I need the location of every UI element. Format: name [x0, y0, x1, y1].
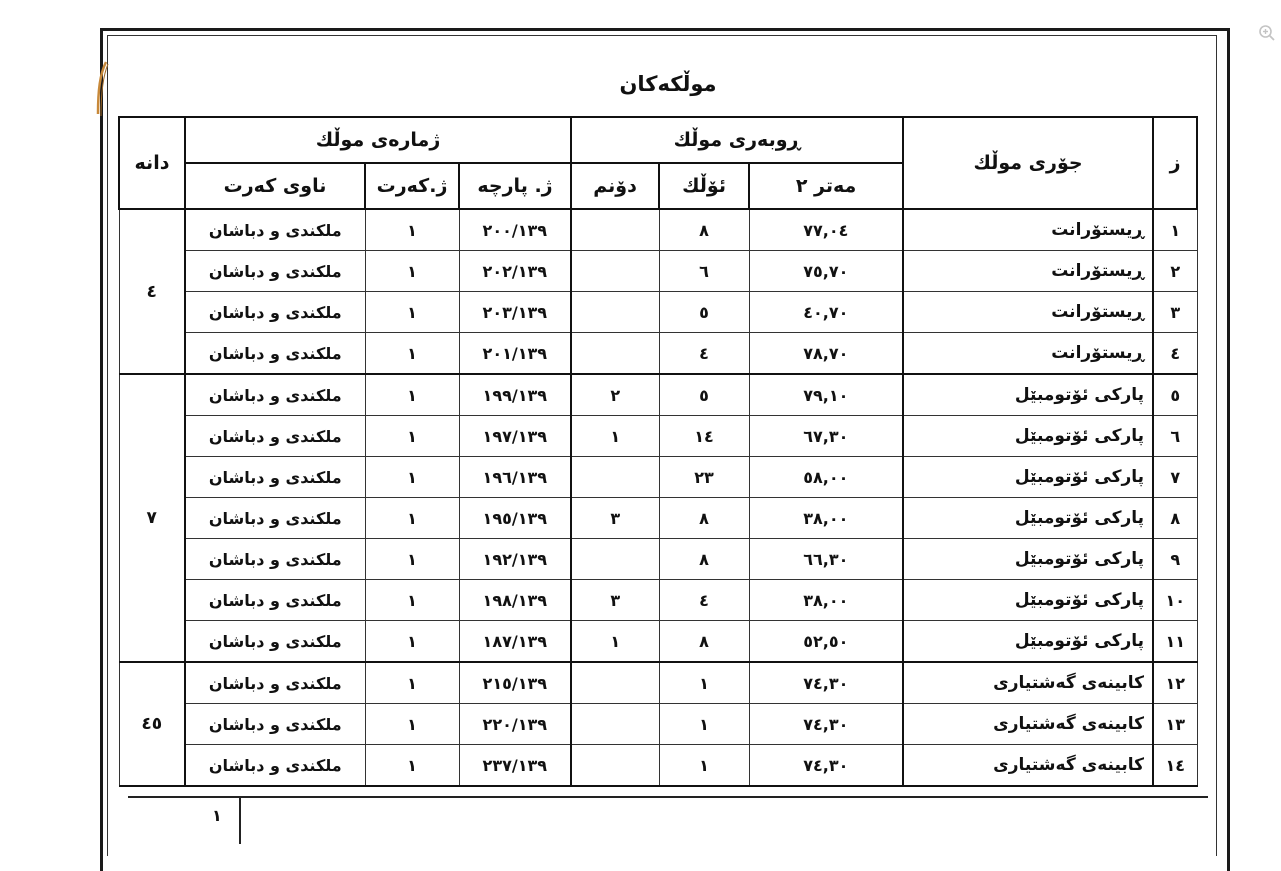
property-type-cell: پارکی ئۆتومبێل — [903, 416, 1153, 457]
table-body — [119, 209, 1197, 786]
parcel-number-cell: ٢٠٠/١٣٩ — [459, 209, 571, 251]
footer-divider — [239, 796, 241, 844]
card-name-cell: ملکندی و دباشان — [185, 251, 365, 292]
zoom-in-icon[interactable] — [1258, 24, 1276, 42]
area-olk-cell: ٨ — [659, 209, 749, 251]
header-count: دانە — [119, 117, 185, 209]
card-number-cell: ١ — [365, 539, 459, 580]
area-olk-cell: ١ — [659, 662, 749, 704]
card-name-cell: ملکندی و دباشان — [185, 704, 365, 745]
parcel-number-cell: ٢٠٣/١٣٩ — [459, 292, 571, 333]
area-dunam-cell: ٣ — [571, 580, 659, 621]
header-property-number-group: ژمارەی موڵك — [185, 117, 571, 163]
table-row — [119, 416, 1197, 457]
area-dunam-cell — [571, 333, 659, 375]
table-row — [119, 580, 1197, 621]
properties-table — [118, 116, 1198, 787]
card-name-cell: ملکندی و دباشان — [185, 333, 365, 375]
page-number: ١ — [212, 806, 222, 825]
table-row — [119, 539, 1197, 580]
parcel-number-cell: ١٩٧/١٣٩ — [459, 416, 571, 457]
table-row — [119, 457, 1197, 498]
area-olk-cell: ٥ — [659, 374, 749, 416]
property-type-cell: پارکی ئۆتومبێل — [903, 457, 1153, 498]
parcel-number-cell: ٢١٥/١٣٩ — [459, 662, 571, 704]
area-dunam-cell — [571, 209, 659, 251]
area-dunam-cell — [571, 251, 659, 292]
parcel-number-cell: ١٩٩/١٣٩ — [459, 374, 571, 416]
table-row — [119, 333, 1197, 375]
card-number-cell: ١ — [365, 621, 459, 663]
area-sqm-cell: ٧٤,٣٠ — [749, 662, 903, 704]
card-number-cell: ١ — [365, 745, 459, 787]
area-olk-cell: ٨ — [659, 539, 749, 580]
header-dunam: دۆنم — [571, 163, 659, 209]
card-name-cell: ملکندی و دباشان — [185, 292, 365, 333]
card-number-cell: ١ — [365, 416, 459, 457]
property-type-cell: ڕیستۆرانت — [903, 292, 1153, 333]
row-number-cell: ٥ — [1153, 374, 1197, 416]
area-olk-cell: ١ — [659, 745, 749, 787]
area-sqm-cell: ٣٨,٠٠ — [749, 498, 903, 539]
area-olk-cell: ٨ — [659, 621, 749, 663]
card-number-cell: ١ — [365, 498, 459, 539]
table-row — [119, 374, 1197, 416]
area-sqm-cell: ٧٥,٧٠ — [749, 251, 903, 292]
area-olk-cell: ٨ — [659, 498, 749, 539]
area-olk-cell: ١ — [659, 704, 749, 745]
card-number-cell: ١ — [365, 580, 459, 621]
card-number-cell: ١ — [365, 662, 459, 704]
row-number-cell: ٤ — [1153, 333, 1197, 375]
area-dunam-cell — [571, 292, 659, 333]
property-type-cell: پارکی ئۆتومبێل — [903, 374, 1153, 416]
area-olk-cell: ٦ — [659, 251, 749, 292]
card-number-cell: ١ — [365, 292, 459, 333]
row-number-cell: ١٤ — [1153, 745, 1197, 787]
property-type-cell: پارکی ئۆتومبێل — [903, 539, 1153, 580]
card-number-cell: ١ — [365, 704, 459, 745]
area-olk-cell: ٤ — [659, 580, 749, 621]
area-dunam-cell: ٢ — [571, 374, 659, 416]
property-type-cell: ڕیستۆرانت — [903, 251, 1153, 292]
card-name-cell: ملکندی و دباشان — [185, 498, 365, 539]
row-number-cell: ٧ — [1153, 457, 1197, 498]
table-row — [119, 251, 1197, 292]
row-number-cell: ٣ — [1153, 292, 1197, 333]
header-parcel-no: ژ. پارچە — [459, 163, 571, 209]
area-sqm-cell: ٧٤,٣٠ — [749, 745, 903, 787]
parcel-number-cell: ١٩٢/١٣٩ — [459, 539, 571, 580]
area-olk-cell: ٥ — [659, 292, 749, 333]
parcel-number-cell: ٢٠٢/١٣٩ — [459, 251, 571, 292]
group-count-cell: ٤٥ — [119, 662, 185, 786]
header-row-top — [119, 117, 1197, 163]
property-type-cell: ڕیستۆرانت — [903, 333, 1153, 375]
row-number-cell: ١ — [1153, 209, 1197, 251]
area-sqm-cell: ٧٩,١٠ — [749, 374, 903, 416]
property-type-cell: کابینەی گەشتیاری — [903, 704, 1153, 745]
area-sqm-cell: ٤٠,٧٠ — [749, 292, 903, 333]
card-number-cell: ١ — [365, 251, 459, 292]
area-sqm-cell: ٥٢,٥٠ — [749, 621, 903, 663]
area-dunam-cell — [571, 539, 659, 580]
area-olk-cell: ٤ — [659, 333, 749, 375]
property-type-cell: پارکی ئۆتومبێل — [903, 580, 1153, 621]
row-number-cell: ٢ — [1153, 251, 1197, 292]
area-sqm-cell: ٣٨,٠٠ — [749, 580, 903, 621]
row-number-cell: ١١ — [1153, 621, 1197, 663]
card-name-cell: ملکندی و دباشان — [185, 209, 365, 251]
header-area-group: ڕوبەری موڵك — [571, 117, 903, 163]
group-count-cell: ٤ — [119, 209, 185, 374]
row-number-cell: ١٠ — [1153, 580, 1197, 621]
area-olk-cell: ١٤ — [659, 416, 749, 457]
property-type-cell: پارکی ئۆتومبێل — [903, 621, 1153, 663]
area-dunam-cell — [571, 704, 659, 745]
area-dunam-cell — [571, 457, 659, 498]
property-type-cell: کابینەی گەشتیاری — [903, 662, 1153, 704]
parcel-number-cell: ٢٠١/١٣٩ — [459, 333, 571, 375]
header-sqm: مەتر ٢ — [749, 163, 903, 209]
table-row — [119, 621, 1197, 663]
area-dunam-cell — [571, 662, 659, 704]
area-sqm-cell: ٧٤,٣٠ — [749, 704, 903, 745]
row-number-cell: ١٣ — [1153, 704, 1197, 745]
area-sqm-cell: ٧٨,٧٠ — [749, 333, 903, 375]
card-name-cell: ملکندی و دباشان — [185, 457, 365, 498]
table-row — [119, 704, 1197, 745]
area-dunam-cell: ٣ — [571, 498, 659, 539]
parcel-number-cell: ٢٣٧/١٣٩ — [459, 745, 571, 787]
card-name-cell: ملکندی و دباشان — [185, 745, 365, 787]
parcel-number-cell: ١٩٨/١٣٩ — [459, 580, 571, 621]
table-row — [119, 662, 1197, 704]
area-sqm-cell: ٦٧,٣٠ — [749, 416, 903, 457]
area-dunam-cell — [571, 745, 659, 787]
card-number-cell: ١ — [365, 209, 459, 251]
parcel-number-cell: ١٩٦/١٣٩ — [459, 457, 571, 498]
property-type-cell: پارکی ئۆتومبێل — [903, 498, 1153, 539]
row-number-cell: ٦ — [1153, 416, 1197, 457]
row-number-cell: ٨ — [1153, 498, 1197, 539]
parcel-number-cell: ١٨٧/١٣٩ — [459, 621, 571, 663]
area-sqm-cell: ٦٦,٣٠ — [749, 539, 903, 580]
table-row — [119, 292, 1197, 333]
card-name-cell: ملکندی و دباشان — [185, 374, 365, 416]
footer-line — [128, 796, 1208, 798]
header-property-type: جۆری موڵك — [903, 117, 1153, 209]
parcel-number-cell: ١٩٥/١٣٩ — [459, 498, 571, 539]
area-olk-cell: ٢٣ — [659, 457, 749, 498]
group-count-cell: ٧ — [119, 374, 185, 662]
property-type-cell: ڕیستۆرانت — [903, 209, 1153, 251]
card-number-cell: ١ — [365, 457, 459, 498]
property-type-cell: کابینەی گەشتیاری — [903, 745, 1153, 787]
header-olk: ئۆڵك — [659, 163, 749, 209]
document-title: موڵکەکان — [619, 72, 717, 96]
header-card-no: ژ.کەرت — [365, 163, 459, 209]
table-row — [119, 209, 1197, 251]
area-dunam-cell: ١ — [571, 621, 659, 663]
area-sqm-cell: ٧٧,٠٤ — [749, 209, 903, 251]
parcel-number-cell: ٢٢٠/١٣٩ — [459, 704, 571, 745]
card-name-cell: ملکندی و دباشان — [185, 580, 365, 621]
row-number-cell: ٩ — [1153, 539, 1197, 580]
card-name-cell: ملکندی و دباشان — [185, 621, 365, 663]
card-name-cell: ملکندی و دباشان — [185, 539, 365, 580]
card-number-cell: ١ — [365, 374, 459, 416]
area-sqm-cell: ٥٨,٠٠ — [749, 457, 903, 498]
area-dunam-cell: ١ — [571, 416, 659, 457]
table-row — [119, 745, 1197, 787]
row-number-cell: ١٢ — [1153, 662, 1197, 704]
card-name-cell: ملکندی و دباشان — [185, 662, 365, 704]
card-name-cell: ملکندی و دباشان — [185, 416, 365, 457]
table-row — [119, 498, 1197, 539]
card-number-cell: ١ — [365, 333, 459, 375]
header-no: ز — [1153, 117, 1197, 209]
header-card-name: ناوی کەرت — [185, 163, 365, 209]
